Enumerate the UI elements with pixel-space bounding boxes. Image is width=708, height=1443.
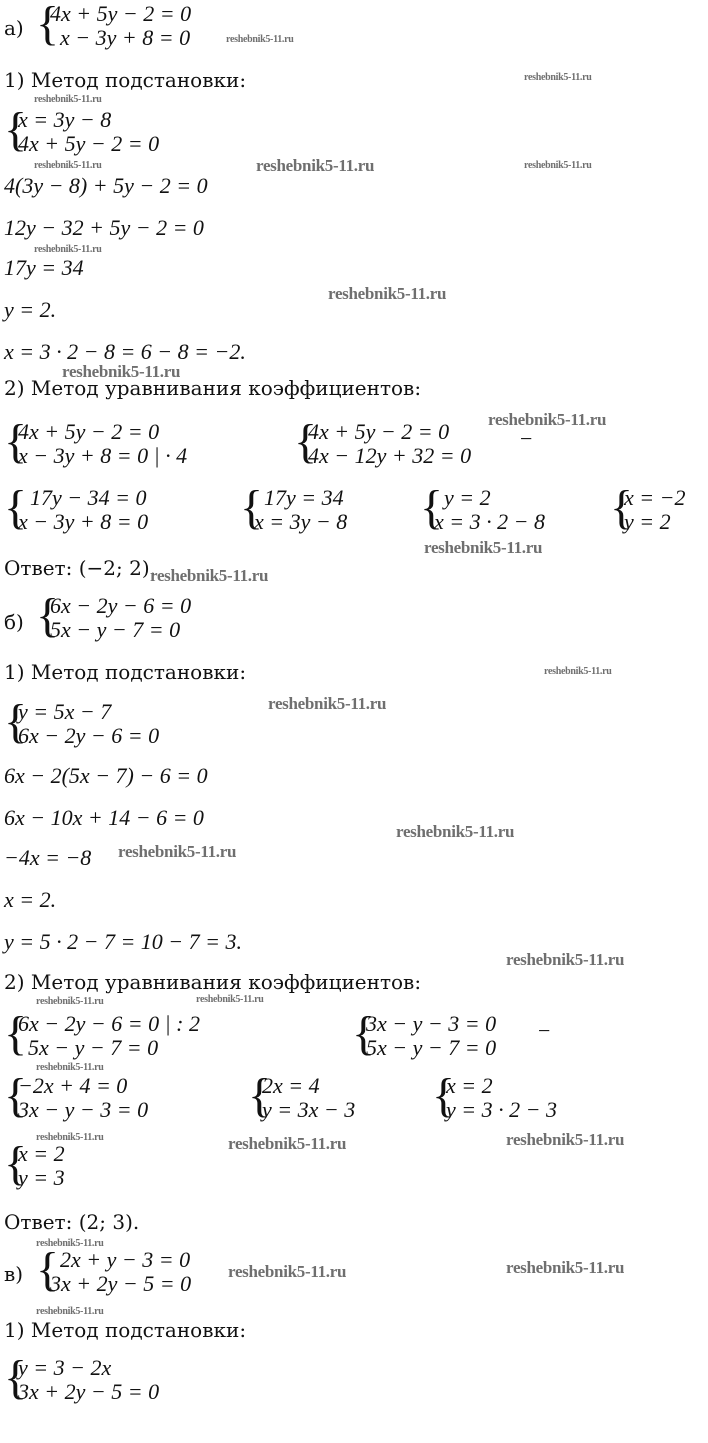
equation: 5x − y − 7 = 0: [50, 617, 181, 642]
watermark: reshebnik5-11.ru: [34, 160, 102, 171]
watermark: reshebnik5-11.ru: [268, 694, 387, 713]
minus-sign: −: [538, 1018, 551, 1043]
equation: 4x + 5y − 2 = 0: [308, 419, 450, 444]
equation: 6x − 2y − 6 = 0: [50, 593, 192, 618]
part-b-step-1: 6x − 2(5x − 7) − 6 = 0: [4, 763, 208, 788]
equation: x − 3y + 8 = 0 | · 4: [18, 443, 188, 468]
equation: y = 5x − 7: [18, 699, 112, 724]
watermark: reshebnik5-11.ru: [62, 362, 181, 381]
equation: 2x + y − 3 = 0: [60, 1247, 191, 1272]
part-c-method1-title: 1) Метод подстановки:: [4, 1318, 247, 1342]
equation: x = −2: [624, 485, 686, 510]
part-c-label: в): [4, 1262, 24, 1286]
part-a-step-1: 4(3y − 8) + 5y − 2 = 0: [4, 173, 208, 198]
watermark: reshebnik5-11.ru: [424, 538, 543, 557]
part-a-step-2: 12y − 32 + 5y − 2 = 0: [4, 215, 204, 240]
watermark: reshebnik5-11.ru: [506, 1258, 625, 1277]
watermark: reshebnik5-11.ru: [328, 284, 447, 303]
watermark: reshebnik5-11.ru: [34, 244, 102, 255]
equation: x = 3 · 2 − 8: [434, 509, 545, 534]
equation: y = 3 − 2x: [18, 1355, 112, 1380]
equation: 3x − y − 3 = 0: [18, 1097, 149, 1122]
part-b-method2-title: 2) Метод уравнивания коэффициентов:: [4, 970, 422, 994]
equation: y = 3: [18, 1165, 65, 1190]
watermark: reshebnik5-11.ru: [256, 156, 375, 175]
equation: x − 3y + 8 = 0: [60, 25, 191, 50]
equation: −2x + 4 = 0: [18, 1073, 128, 1098]
equation: 4x − 12y + 32 = 0: [308, 443, 472, 468]
minus-sign: −: [520, 426, 533, 451]
part-a-label: а): [4, 16, 24, 40]
watermark: reshebnik5-11.ru: [226, 34, 294, 45]
equation: x − 3y + 8 = 0: [18, 509, 149, 534]
watermark: reshebnik5-11.ru: [36, 1062, 104, 1073]
equation: 6x − 2y − 6 = 0: [18, 723, 160, 748]
equation: 3x − y − 3 = 0: [366, 1011, 497, 1036]
equation: 4x + 5y − 2 = 0: [18, 419, 160, 444]
watermark: reshebnik5-11.ru: [228, 1134, 347, 1153]
part-b-step-3: −4x = −8: [4, 845, 92, 870]
watermark: reshebnik5-11.ru: [150, 566, 269, 585]
equation: y = 3x − 3: [262, 1097, 356, 1122]
equation: 17y − 34 = 0: [30, 485, 147, 510]
equation: y = 3 · 2 − 3: [446, 1097, 557, 1122]
watermark: reshebnik5-11.ru: [524, 72, 592, 83]
equation: 4x + 5y − 2 = 0: [18, 131, 160, 156]
equation: x = 2: [446, 1073, 493, 1098]
equation: 2x = 4: [262, 1073, 320, 1098]
watermark: reshebnik5-11.ru: [228, 1262, 347, 1281]
part-a-method1-title: 1) Метод подстановки:: [4, 68, 247, 92]
part-a-step-3: 17y = 34: [4, 255, 84, 280]
watermark: reshebnik5-11.ru: [506, 950, 625, 969]
equation: y = 2: [624, 509, 671, 534]
watermark: reshebnik5-11.ru: [118, 842, 237, 861]
watermark: reshebnik5-11.ru: [36, 1306, 104, 1317]
part-a-step-4: y = 2.: [4, 297, 57, 322]
part-b-step-5: y = 5 · 2 − 7 = 10 − 7 = 3.: [4, 929, 242, 954]
part-b-step-2: 6x − 10x + 14 − 6 = 0: [4, 805, 204, 830]
equation: y = 2: [444, 485, 491, 510]
watermark: reshebnik5-11.ru: [396, 822, 515, 841]
watermark: reshebnik5-11.ru: [36, 1238, 104, 1249]
equation: 5x − y − 7 = 0: [28, 1035, 159, 1060]
part-b-method1-title: 1) Метод подстановки:: [4, 660, 247, 684]
watermark: reshebnik5-11.ru: [34, 94, 102, 105]
equation: 5x − y − 7 = 0: [366, 1035, 497, 1060]
watermark: reshebnik5-11.ru: [506, 1130, 625, 1149]
watermark: reshebnik5-11.ru: [196, 994, 264, 1005]
watermark: reshebnik5-11.ru: [36, 996, 104, 1007]
equation: 6x − 2y − 6 = 0 | : 2: [18, 1011, 200, 1036]
part-b-answer: Ответ: (2; 3).: [4, 1210, 140, 1234]
watermark: reshebnik5-11.ru: [488, 410, 607, 429]
part-b-step-4: x = 2.: [4, 887, 57, 912]
equation: x = 3y − 8: [18, 107, 112, 132]
part-a-step-5: x = 3 · 2 − 8 = 6 − 8 = −2.: [4, 339, 246, 364]
watermark: reshebnik5-11.ru: [524, 160, 592, 171]
equation: 3x + 2y − 5 = 0: [18, 1379, 160, 1404]
equation: 3x + 2y − 5 = 0: [50, 1271, 192, 1296]
part-a-answer: Ответ: (−2; 2).: [4, 556, 156, 580]
equation: x = 2: [18, 1141, 65, 1166]
equation: x = 3y − 8: [254, 509, 348, 534]
part-b-label: б): [4, 610, 24, 634]
watermark: reshebnik5-11.ru: [544, 666, 612, 677]
part-a-method2-title: 2) Метод уравнивания коэффициентов:: [4, 376, 422, 400]
equation: 4x + 5y − 2 = 0: [50, 1, 192, 26]
watermark: reshebnik5-11.ru: [36, 1132, 104, 1143]
equation: 17y = 34: [264, 485, 344, 510]
